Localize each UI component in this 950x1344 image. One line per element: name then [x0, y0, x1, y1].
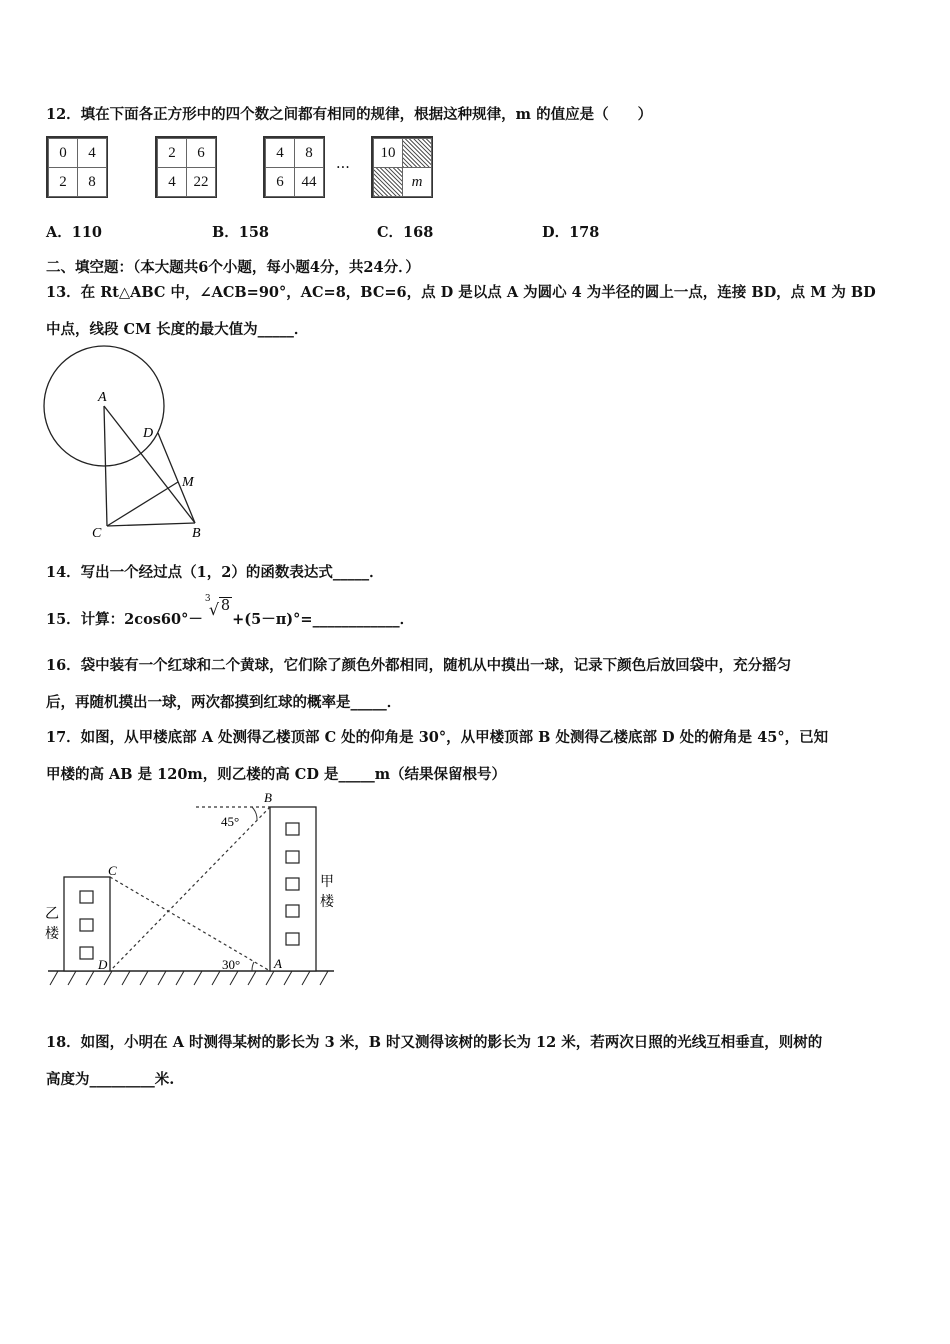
- square-cell: 22: [186, 167, 216, 197]
- building-jia: [270, 807, 316, 971]
- ground-hatching: [50, 971, 328, 985]
- q13-figure: [40, 343, 215, 543]
- label-m: M: [182, 475, 194, 490]
- q14-text: 14．写出一个经过点（1，2）的函数表达式_____．: [46, 564, 384, 581]
- label-a: A: [98, 390, 107, 405]
- square-cell: 2: [157, 138, 187, 168]
- number-square-3: [263, 136, 325, 198]
- square-cell: 4: [157, 167, 187, 197]
- square-cell: 10: [373, 138, 403, 168]
- square-cell: 44: [294, 167, 324, 197]
- q18-line2: 高度为_________米.: [46, 1071, 175, 1088]
- square-cell: 8: [294, 138, 324, 168]
- q16-line2: 后，再随机摸出一球，两次都摸到红球的概率是_____．: [46, 694, 402, 711]
- segment-cb: [107, 523, 195, 526]
- square-cell: 6: [265, 167, 295, 197]
- square-cell: 2: [48, 167, 78, 197]
- radicand: 8: [220, 598, 231, 614]
- sight-line-ac: [110, 877, 270, 971]
- square-cell-m: m: [402, 167, 432, 197]
- label-b: B: [264, 790, 272, 805]
- label-b: B: [192, 526, 201, 541]
- q17-line2: 甲楼的高 AB 是 120m，则乙楼的高 CD 是_____m（结果保留根号）: [46, 766, 507, 783]
- label-d: D: [98, 957, 108, 972]
- label-yi-2: 楼: [45, 927, 59, 942]
- q13-line1: 13．在 Rt△ABC 中，∠ACB=90°，AC=8，BC=6，点 D 是以点 A 为圆心 4 为半径的圆上一点，连接 BD，点 M 为 BD: [46, 284, 876, 301]
- label-jia-1: 甲: [320, 875, 334, 890]
- angle-arc-45: [252, 807, 257, 820]
- number-square-2: [155, 136, 217, 198]
- segment-cm: [107, 482, 178, 526]
- q15-text: [46, 594, 415, 629]
- sequence-ellipsis: ···: [336, 160, 350, 176]
- label-c: C: [108, 863, 117, 878]
- root-index: 3: [204, 594, 211, 604]
- hatched-cell: [373, 167, 403, 197]
- sight-line-bd: [110, 807, 270, 971]
- option-c: C．168: [377, 224, 434, 241]
- square-cell: 0: [48, 138, 78, 168]
- number-square-4: [371, 136, 433, 198]
- cube-root: [203, 594, 232, 619]
- hatched-cell: [402, 138, 432, 168]
- q15-prefix: 15．计算：2cos60°－: [46, 611, 203, 628]
- radical-sign-icon: √: [208, 600, 220, 619]
- q12-stem: 12．填在下面各正方形中的四个数之间都有相同的规律，根据这种规律，m 的值应是（ ）: [46, 106, 653, 123]
- section-heading: 二、填空题：（本大题共6个小题，每小题4分，共24分．）: [46, 259, 420, 276]
- q15-suffix: +(5－π)°=____________．: [232, 611, 415, 628]
- label-d: D: [143, 426, 154, 441]
- square-cell: 4: [77, 138, 107, 168]
- angle-45-label: 45°: [221, 814, 240, 829]
- q13-line2: 中点，线段 CM 长度的最大值为_____．: [46, 321, 309, 338]
- square-cell: 8: [77, 167, 107, 197]
- option-d: D．178: [542, 224, 600, 241]
- label-a: A: [274, 956, 282, 971]
- option-b: B．158: [212, 224, 270, 241]
- label-yi-1: 乙: [45, 907, 59, 922]
- q18-line1: 18．如图，小明在 A 时测得某树的影长为 3 米，B 时又测得该树的影长为 12 米，若两次日照的光线互相垂直，则树的: [46, 1034, 823, 1051]
- number-square-1: [46, 136, 108, 198]
- option-a: A．110: [46, 224, 103, 241]
- angle-30-label: 30°: [222, 957, 241, 972]
- q17-line1: 17．如图，从甲楼底部 A 处测得乙楼顶部 C 处的仰角是 30°，从甲楼顶部 B 处测得乙楼底部 D 处的俯角是 45°，已知: [46, 729, 829, 746]
- square-cell: 4: [265, 138, 295, 168]
- square-cell: 6: [186, 138, 216, 168]
- q17-figure: [40, 788, 340, 993]
- label-c: C: [92, 526, 102, 541]
- q16-line1: 16．袋中装有一个红球和二个黄球，它们除了颜色外都相同，随机从中摸出一球，记录下颜色后放回袋中，充分摇匀: [46, 657, 792, 674]
- angle-arc-30: [252, 962, 254, 971]
- label-jia-2: 楼: [320, 895, 334, 910]
